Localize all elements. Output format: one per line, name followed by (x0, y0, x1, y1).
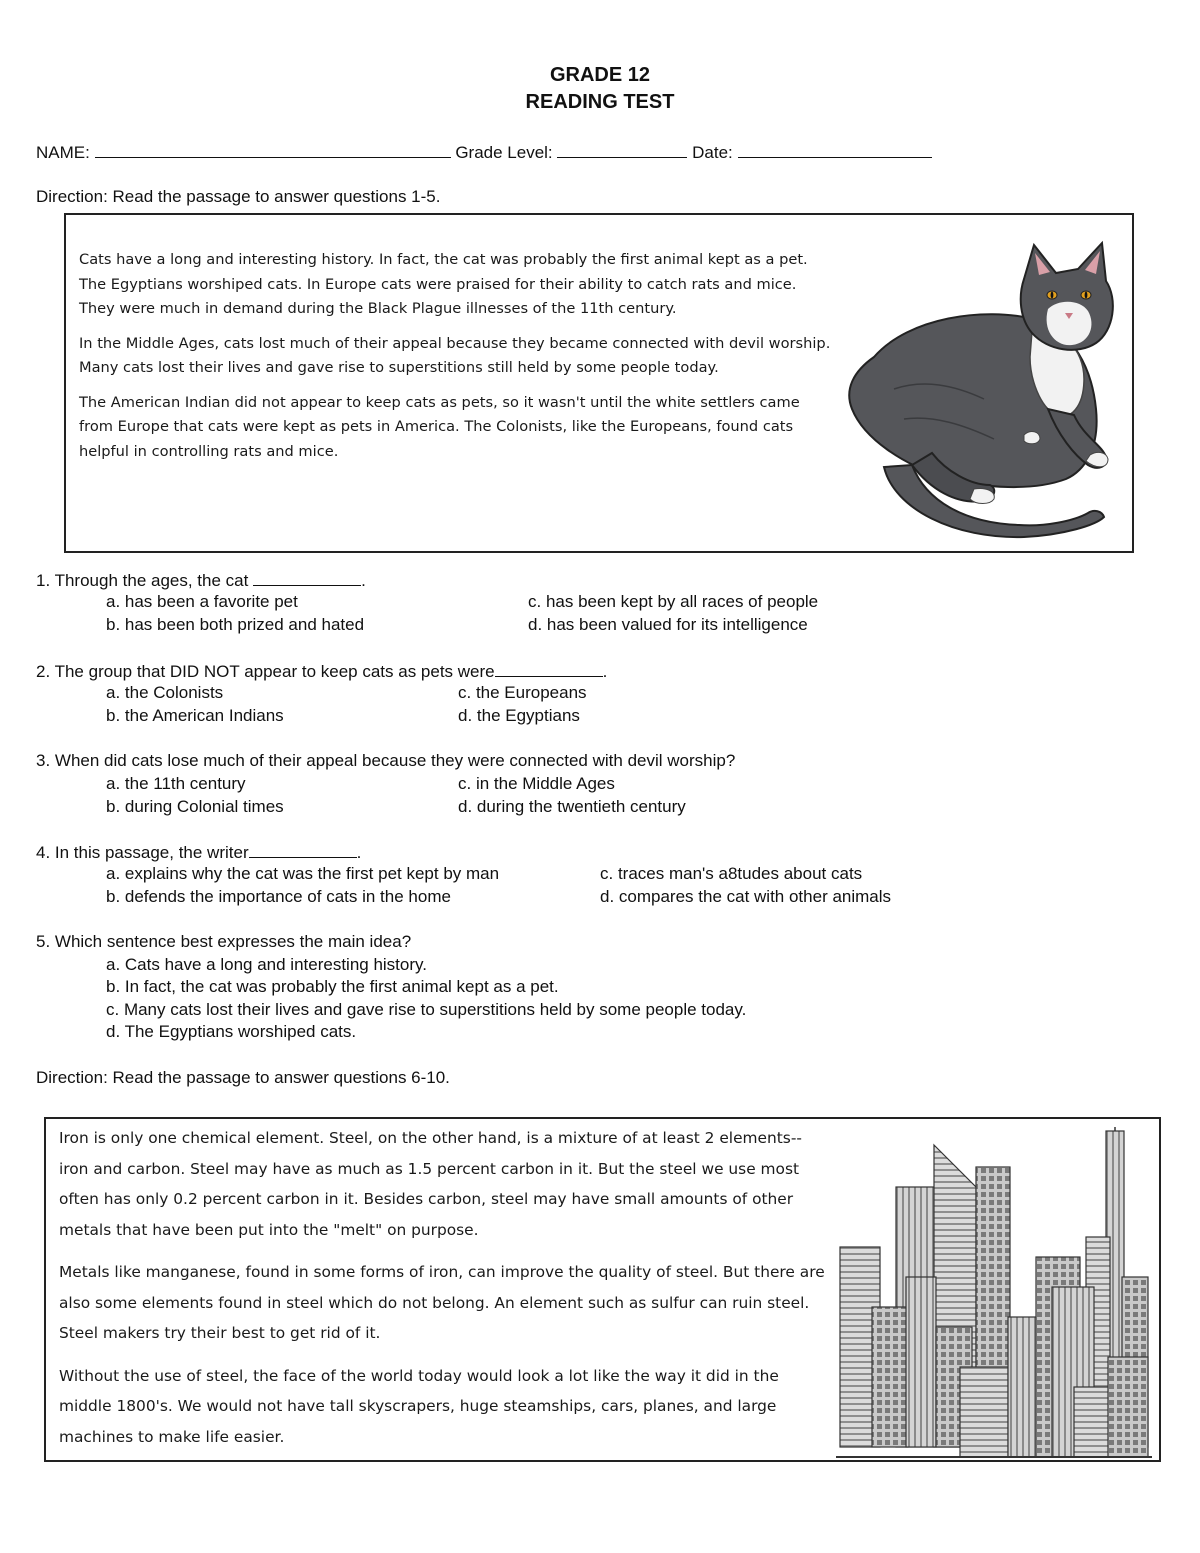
question-3-stem: 3. When did cats lose much of their appeal because they were connected with devil worship? (36, 751, 736, 770)
question-4-blank[interactable] (249, 841, 357, 858)
question-4-option-b[interactable]: b. defends the importance of cats in the home (106, 887, 451, 906)
date-label: Date: (692, 143, 733, 162)
question-4-option-c[interactable]: c. traces man's a8tudes about cats (600, 864, 863, 883)
question-5-stem: 5. Which sentence best expresses the main idea? (36, 932, 412, 951)
question-5-option-c[interactable]: c. Many cats lost their lives and gave rise to superstitions held by some people today. (106, 1000, 747, 1019)
question-1-blank[interactable] (253, 569, 361, 586)
passage2-text (59, 1123, 827, 1464)
passage2-paragraph-2: Metals like manganese, found in some forms of iron, can improve the quality of steel. But there are also some elements found in steel which do not belong. An element such as sulfur can ruin steel. Steel makers try their best to get rid of it. (59, 1263, 825, 1342)
question-4-stem: 4. In this passage, the writer . (36, 843, 362, 862)
passage2-paragraph-1: Iron is only one chemical element. Steel, on the other hand, is a mixture of at least 2 elements--iron and carbon. Steel may have as much as 1.5 percent carbon in it. But the steel we use most often has only 0.2 percent carbon in it. Besides carbon, steel may have small amounts of other metals that have been put into the "melt" on purpose. (59, 1129, 802, 1239)
skyline-illustration (836, 1127, 1152, 1461)
question-2-stem: 2. The group that DID NOT appear to keep cats as pets were . (36, 662, 608, 681)
question-5-option-a[interactable]: a. Cats have a long and interesting history. (106, 955, 427, 974)
question-2-option-b[interactable]: b. the American Indians (106, 706, 284, 725)
question-4-option-d[interactable]: d. compares the cat with other animals (600, 887, 892, 906)
question-1-option-a[interactable]: a. has been a favorite pet (106, 592, 298, 611)
question-1-option-b[interactable]: b. has been both prized and hated (106, 615, 365, 634)
title-grade: GRADE 12 (549, 64, 651, 86)
question-5-option-d[interactable]: d. The Egyptians worshiped cats. (106, 1022, 357, 1041)
question-2-option-a[interactable]: a. the Colonists (106, 683, 224, 702)
passage2-paragraph-3: Without the use of steel, the face of the world today would look a lot like the way it did in the middle 1800's. We would not have tall skyscrapers, huge steamships, cars, planes, and large machines to make life easier. (59, 1366, 779, 1446)
question-3-option-c[interactable]: c. in the Middle Ages (458, 774, 615, 793)
page-title (0, 62, 1200, 116)
student-info-line (36, 141, 932, 164)
passage2-box (44, 1117, 1161, 1462)
question-2-option-c[interactable]: c. the Europeans (458, 683, 587, 702)
question-1-option-d[interactable]: d. has been valued for its intelligence (528, 615, 808, 634)
passage1-paragraph-1: Cats have a long and interesting history. In fact, the cat was probably the first animal kept as a pet. The Egyptians worshiped cats. In Europe cats were praised for their ability to catch rats and mice. They were much in demand during the Black Plague illnesses of the 11th century. (79, 251, 808, 317)
question-1-option-c[interactable]: c. has been kept by all races of people (528, 592, 819, 611)
date-field[interactable] (738, 141, 932, 158)
grade-level-label: Grade Level: (455, 143, 553, 162)
grade-level-field[interactable] (557, 141, 687, 158)
question-3-option-a[interactable]: a. the 11th century (106, 774, 246, 793)
question-3-option-b[interactable]: b. during Colonial times (106, 797, 284, 816)
name-label: NAME: (36, 143, 90, 162)
direction-part2: Direction: Read the passage to answer questions 6-10. (36, 1068, 450, 1087)
direction-part1: Direction: Read the passage to answer questions 1-5. (36, 187, 441, 206)
name-field[interactable] (95, 141, 451, 158)
question-5-option-b[interactable]: b. In fact, the cat was probably the first animal kept as a pet. (106, 977, 559, 996)
cat-illustration (834, 239, 1130, 547)
question-2-blank[interactable] (495, 660, 603, 677)
question-3-option-d[interactable]: d. during the twentieth century (458, 797, 686, 816)
passage1-paragraph-2: In the Middle Ages, cats lost much of their appeal because they became connected with devil worship. Many cats lost their lives and gave rise to superstitions still held by some people today. (79, 334, 831, 376)
question-1-stem: 1. Through the ages, the cat . (36, 571, 366, 590)
passage1-paragraph-3: The American Indian did not appear to keep cats as pets, so it wasn't until the white settlers came from Europe that cats were kept as pets in America. The Colonists, like the Europeans, found cats helpful in controlling rats and mice. (79, 393, 800, 460)
question-2-option-d[interactable]: d. the Egyptians (458, 706, 580, 725)
passage1-box (64, 213, 1134, 553)
question-4-option-a[interactable]: a. explains why the cat was the first pet kept by man (106, 864, 500, 883)
passage1-text (79, 248, 831, 474)
title-test: READING TEST (525, 91, 675, 113)
